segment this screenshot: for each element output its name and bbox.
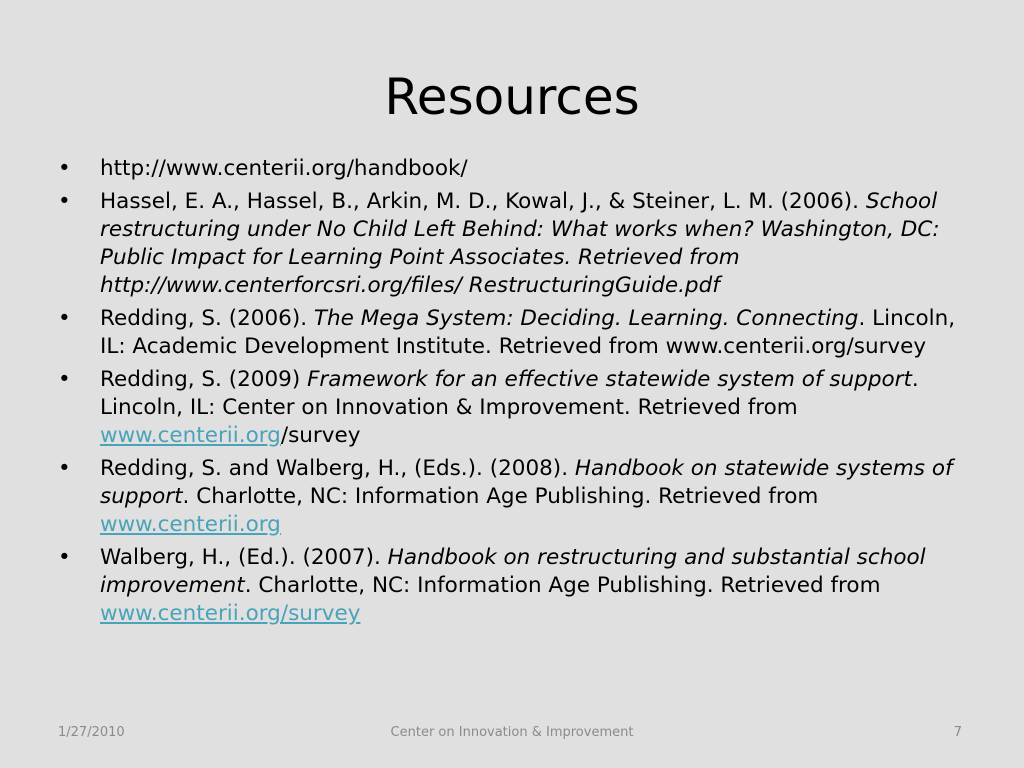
bullet-icon: •	[58, 306, 71, 331]
reference-text: . Lincoln, IL: Academic Development Institute. Retrieved from www.centerii.org/survey	[100, 306, 956, 359]
reference-text: . Charlotte, NC: Information Age Publishing. Retrieved from	[244, 573, 881, 598]
reference-link[interactable]: www.centerii.org/survey	[100, 601, 361, 626]
slide-title: Resources	[384, 68, 640, 126]
reference-text: . Charlotte, NC: Information Age Publishing. Retrieved from	[182, 484, 819, 509]
reference-text: /survey	[280, 423, 361, 448]
reference-item	[58, 188, 970, 300]
reference-text: Walberg, H., (Ed.). (2007).	[100, 545, 388, 570]
bullet-icon: •	[58, 156, 71, 181]
reference-text: http://www.centerii.org/handbook/	[100, 156, 468, 181]
reference-text: Redding, S. and Walberg, H., (Eds.). (2008).	[100, 456, 575, 481]
footer-organization: Center on Innovation & Improvement	[390, 725, 634, 740]
bullet-icon: •	[58, 545, 71, 570]
reference-item	[58, 155, 970, 183]
reference-text: Hassel, E. A., Hassel, B., Arkin, M. D., Kowal, J., & Steiner, L. M. (2006).	[100, 189, 866, 214]
footer-date: 1/27/2010	[58, 725, 125, 740]
reference-item	[58, 305, 970, 361]
reference-title-text: Handbook on restructuring and substantial school improvement	[100, 545, 926, 598]
reference-text: . Lincoln, IL: Center on Innovation & Improvement. Retrieved from	[100, 367, 919, 420]
reference-link[interactable]: www.centerii.org	[100, 423, 281, 448]
bullet-icon: •	[58, 367, 71, 392]
reference-item	[58, 455, 970, 539]
reference-list	[58, 155, 970, 633]
bullet-icon: •	[58, 189, 71, 214]
reference-title-text: School restructuring under No Child Left Behind: What works when? Washington, DC: Public Impact for Learning Point Associates. Retrieved from http://www.centerforcsri.org/files/ RestructuringGuide.pdf	[100, 189, 940, 298]
reference-link[interactable]: www.centerii.org	[100, 512, 281, 537]
reference-title-text: Handbook on statewide systems of support	[100, 456, 953, 509]
bullet-icon: •	[58, 456, 71, 481]
reference-title-text: The Mega System: Deciding. Learning. Connecting	[313, 306, 859, 331]
reference-text: Redding, S. (2006).	[100, 306, 314, 331]
footer-page-number: 7	[953, 725, 962, 740]
reference-text: Redding, S. (2009)	[100, 367, 308, 392]
reference-title-text: Framework for an effective statewide system of support	[307, 367, 912, 392]
reference-item	[58, 366, 970, 450]
reference-item	[58, 544, 970, 628]
